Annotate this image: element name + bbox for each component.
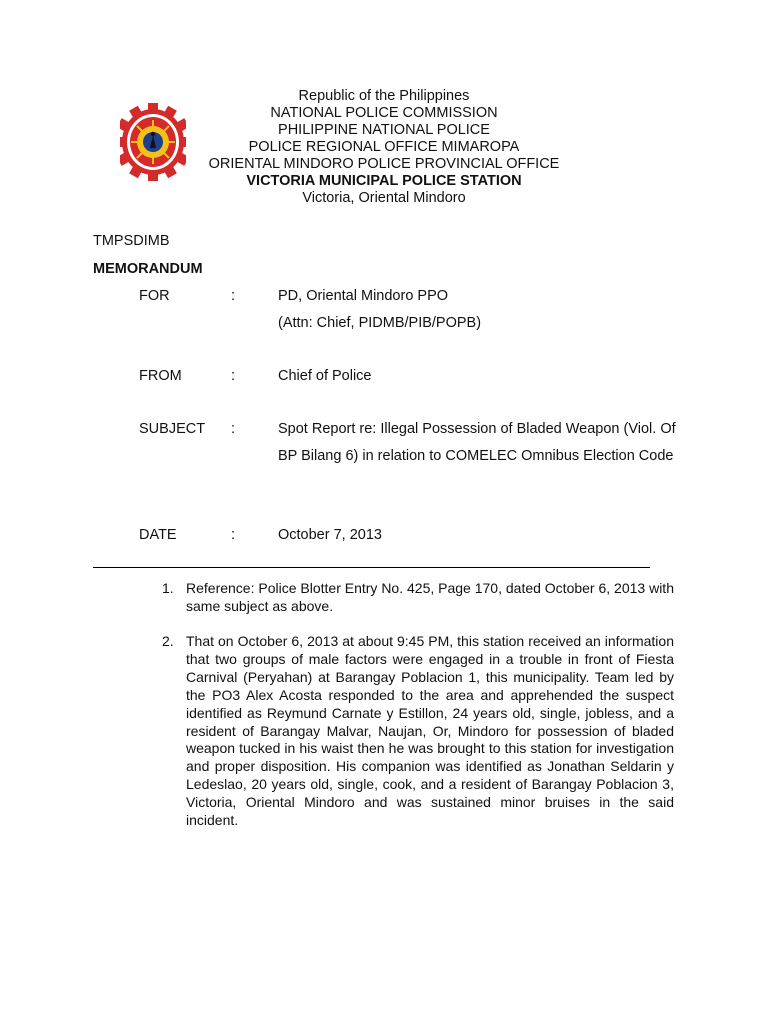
station-name: VICTORIA MUNICIPAL POLICE STATION	[246, 173, 522, 189]
field-value-line: (Attn: Chief, PIDMB/PIB/POPB)	[278, 314, 482, 331]
letterhead-line: PHILIPPINE NATIONAL POLICE	[278, 122, 490, 138]
field-colon: :	[231, 421, 236, 437]
field-label: DATE	[139, 527, 177, 543]
letterhead	[160, 88, 608, 207]
letterhead-line: ORIENTAL MINDORO POLICE PROVINCIAL OFFICE	[208, 156, 560, 172]
divider	[93, 567, 650, 568]
letterhead-line: Republic of the Philippines	[298, 88, 470, 104]
letterhead-line: POLICE REGIONAL OFFICE MIMAROPA	[248, 139, 520, 155]
paragraph-text: Reference: Police Blotter Entry No. 425, Page 170, dated October 6, 2013 with same subject as above.	[186, 580, 674, 614]
field-value: Chief of Police	[278, 368, 372, 384]
letterhead-line: NATIONAL POLICE COMMISSION	[270, 105, 498, 121]
station-location: Victoria, Oriental Mindoro	[302, 190, 466, 206]
body-paragraph	[162, 580, 674, 616]
body-paragraph	[162, 633, 674, 830]
memo-title: MEMORANDUM	[93, 261, 203, 277]
field-label: SUBJECT	[139, 421, 206, 437]
field-label: FOR	[139, 288, 170, 304]
paragraph-number: 2.	[162, 633, 174, 649]
field-label: FROM	[139, 368, 182, 384]
field-colon: :	[231, 368, 236, 384]
paragraph-number: 1.	[162, 580, 174, 596]
field-value-line: PD, Oriental Mindoro PPO	[278, 288, 449, 304]
field-colon: :	[231, 288, 236, 304]
field-value: Spot Report re: Illegal Possession of Bladed Weapon (Viol. Of BP Bilang 6) in relation to COMELEC Omnibus Election Code	[278, 421, 676, 464]
office-code: TMPSDIMB	[93, 233, 170, 249]
paragraph-text: That on October 6, 2013 at about 9:45 PM, this station received an information that two groups of male factors were engaged in a trouble in front of Fiesta Carnival (Peryahan) at Barangay Poblacion 1, this municipality. Team led by the PO3 Alex Acosta responded to the area and apprehended the suspect identified as Reymund Carnate y Estillon, 24 years old, single, jobless, and a resident of Barangay Malvar, Naujan, Or, Mindoro for possession of bladed weapon tucked in his waist then he was brought to this station for investigation and proper disposition. His companion was identified as Jonathan Seldarin y Ledeslao, 20 years old, single, cook, and a resident of Barangay Poblacion 3, Victoria, Oriental Mindoro and was sustained minor bruises in the said incident.	[186, 633, 674, 829]
field-colon: :	[231, 527, 236, 543]
field-value: October 7, 2013	[278, 527, 382, 543]
field-value	[278, 283, 698, 336]
